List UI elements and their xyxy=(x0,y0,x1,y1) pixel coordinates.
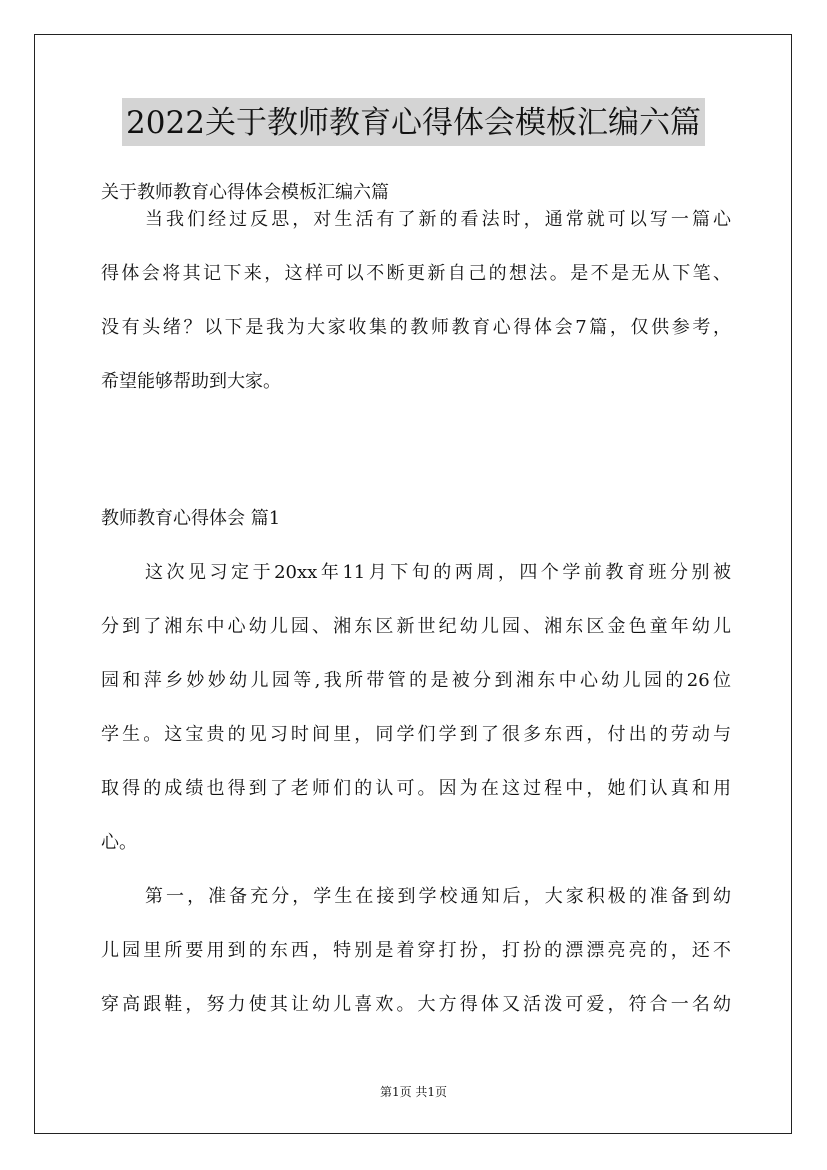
intro-line: 没有头绪？以下是我为大家收集的教师教育心得体会7篇，仅供参考， xyxy=(101,317,731,338)
body-line: 园和萍乡妙妙幼儿园等,我所带管的是被分到湘东中心幼儿园的26位 xyxy=(101,670,731,691)
body-line: 心。 xyxy=(101,832,137,853)
intro-line: 希望能够帮助到大家。 xyxy=(101,371,281,392)
document-subtitle: 关于教师教育心得体会模板汇编六篇 xyxy=(101,182,389,203)
document-title: 2022关于教师教育心得体会模板汇编六篇 xyxy=(122,98,705,146)
page-footer: 第1页 共1页 xyxy=(379,1085,448,1099)
title-container xyxy=(0,98,827,146)
body-line: 这次见习定于20xx年11月下旬的两周，四个学前教育班分别被 xyxy=(145,562,731,583)
body-paragraph-2 xyxy=(101,870,731,1032)
intro-line: 得体会将其记下来，这样可以不断更新自己的想法。是不是无从下笔、 xyxy=(101,263,731,284)
intro-line: 当我们经过反思，对生活有了新的看法时，通常就可以写一篇心 xyxy=(145,209,731,230)
body-paragraph-1 xyxy=(101,546,731,870)
body-line: 儿园里所要用到的东西，特别是着穿打扮，打扮的漂漂亮亮的，还不 xyxy=(101,940,731,961)
body-line: 学生。这宝贵的见习时间里，同学们学到了很多东西，付出的劳动与 xyxy=(101,724,731,745)
body-line: 分到了湘东中心幼儿园、湘东区新世纪幼儿园、湘东区金色童年幼儿 xyxy=(101,616,731,637)
body-line: 取得的成绩也得到了老师们的认可。因为在这过程中，她们认真和用 xyxy=(101,778,731,799)
intro-paragraph xyxy=(101,193,731,409)
body-line: 第一，准备充分，学生在接到学校通知后，大家积极的准备到幼 xyxy=(145,886,731,907)
section-heading: 教师教育心得体会 篇1 xyxy=(101,508,281,529)
body-line: 穿高跟鞋，努力使其让幼儿喜欢。大方得体又活泼可爱，符合一名幼 xyxy=(101,994,731,1015)
